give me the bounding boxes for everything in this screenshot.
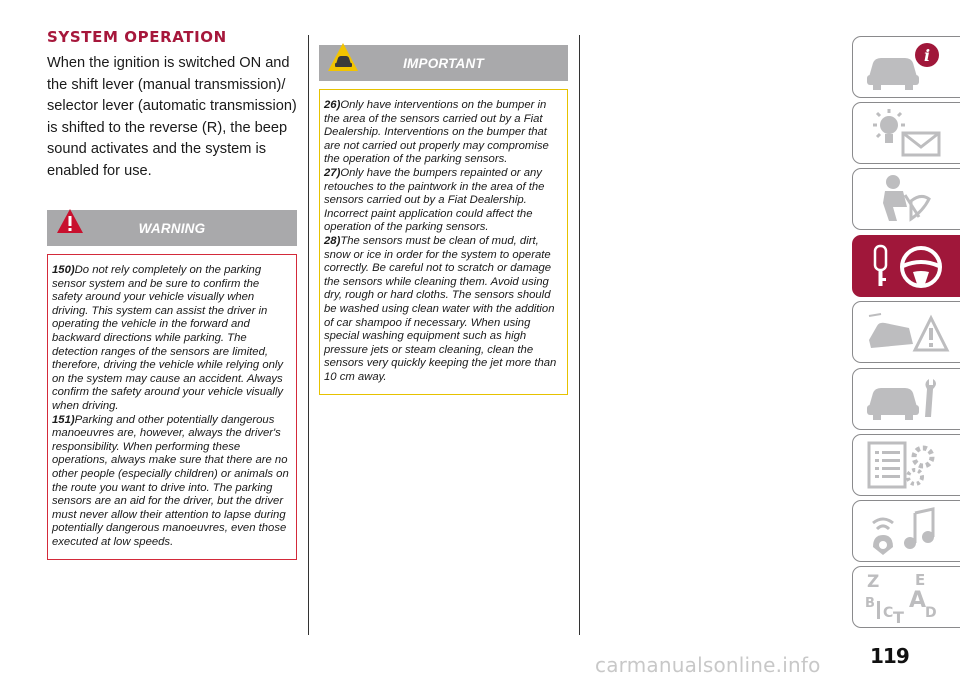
tab-warning-lights[interactable] — [852, 102, 960, 164]
warning-triangle-icon — [55, 207, 85, 237]
tab-starting-driving[interactable] — [852, 235, 960, 297]
middle-column — [319, 45, 568, 395]
tab-maintenance[interactable] — [852, 368, 960, 430]
column-divider — [308, 35, 309, 635]
section-body: When the ignition is switched ON and the shift lever (manual transmission)/ selector lever (automatic transmission) is shifted to the reverse (R), the beep sound activates and the system is enabled for use. — [47, 55, 297, 179]
warning-note — [52, 414, 292, 550]
specifications-gears-icon — [863, 439, 953, 491]
note-number: 27) — [324, 166, 341, 179]
note-number: 26) — [324, 99, 341, 111]
warning-note — [52, 264, 292, 414]
index-letter-a: A — [909, 588, 927, 613]
important-body — [319, 89, 568, 395]
note-text: Only have interventions on the bumper in the area of the sensors carried out by a Fiat Dealership. Interventions on the bumper that are not carried out properly may compromise the operation of the parking sensors. — [324, 99, 549, 166]
warning-header — [47, 210, 297, 246]
tab-car-info[interactable] — [852, 36, 960, 98]
index-letter-z: Z — [867, 572, 880, 592]
index-letters-icon — [863, 571, 953, 623]
svg-text:i: i — [923, 46, 931, 65]
tab-emergency[interactable] — [852, 301, 960, 363]
car-caution-icon — [327, 42, 359, 74]
warning-heading: WARNING — [138, 220, 206, 236]
warning-body — [47, 254, 297, 560]
tab-safety[interactable] — [852, 168, 960, 230]
car-info-icon — [863, 41, 953, 93]
important-header — [319, 45, 568, 81]
tab-multimedia[interactable] — [852, 500, 960, 562]
warning-box — [47, 210, 297, 560]
note-text: Parking and other potentially dangerous manoeuvres are, however, always the driver's responsibility. When performing these operations, always make sure that there are no other people (especially children) or animals on the route you want to drive into. The parking sensors are an aid for the driver, but the driver must never allow their attention to lapse during potentially dangerous manoeuvres, even those executed at low speeds. — [52, 413, 289, 548]
note-text: Do not rely completely on the parking sensor system and be sure to confirm the safety around your vehicle visually when driving. This system can assist the driver in operating the vehicle in the forward and backward directions while parking. The detection ranges of the sensors are limited, therefore, driving the vehicle while relying only on the system may cause an accident. Always confirm the safety around your vehicle visually when driving. — [52, 264, 284, 412]
page-number: 119 — [870, 644, 909, 668]
index-letter-b: B — [865, 596, 875, 611]
tab-index[interactable] — [852, 566, 960, 628]
note-number: 151) — [52, 413, 75, 426]
important-note — [324, 235, 563, 385]
index-letter-d: D — [925, 605, 937, 621]
important-box — [319, 45, 568, 395]
note-number: 150) — [52, 264, 75, 276]
watermark-text: carmanualsonline.info — [595, 653, 821, 677]
index-letter-e: E — [915, 571, 926, 589]
column-divider — [579, 35, 580, 635]
important-note — [324, 167, 563, 235]
left-column — [47, 28, 297, 560]
seat-safety-icon — [863, 173, 953, 225]
note-text: Only have the bumpers repainted or any retouches to the paintwork in the area of the sensors carried out by a Fiat Dealership. Incorrect paint application could affect the operation of the parking sensors. — [324, 166, 545, 234]
important-heading: IMPORTANT — [403, 55, 484, 71]
multimedia-icon — [863, 505, 953, 557]
accident-icon — [863, 306, 953, 358]
index-letter-c: C — [883, 605, 894, 621]
key-steering-wheel-icon — [863, 240, 953, 292]
car-wrench-icon — [863, 373, 953, 425]
note-number: 28) — [324, 234, 341, 247]
important-note — [324, 99, 563, 167]
warning-lights-icon — [863, 107, 953, 159]
note-text: The sensors must be clean of mud, dirt, snow or ice in order for the system to operate correctly. Be careful not to scratch or damage the sensors while cleaning them. Avoid using dry, rough or hard cloths. The sensors should be washed using clean water with the addition of car shampoo if necessary. When using special washing equipment such as high pressure jets or steam cleaning, clean the sensors very quickly keeping the jet more than 10 cm away. — [324, 234, 557, 383]
section-title: SYSTEM OPERATION — [47, 28, 227, 46]
index-letter-t: T — [893, 608, 904, 623]
tab-technical-data[interactable] — [852, 434, 960, 496]
